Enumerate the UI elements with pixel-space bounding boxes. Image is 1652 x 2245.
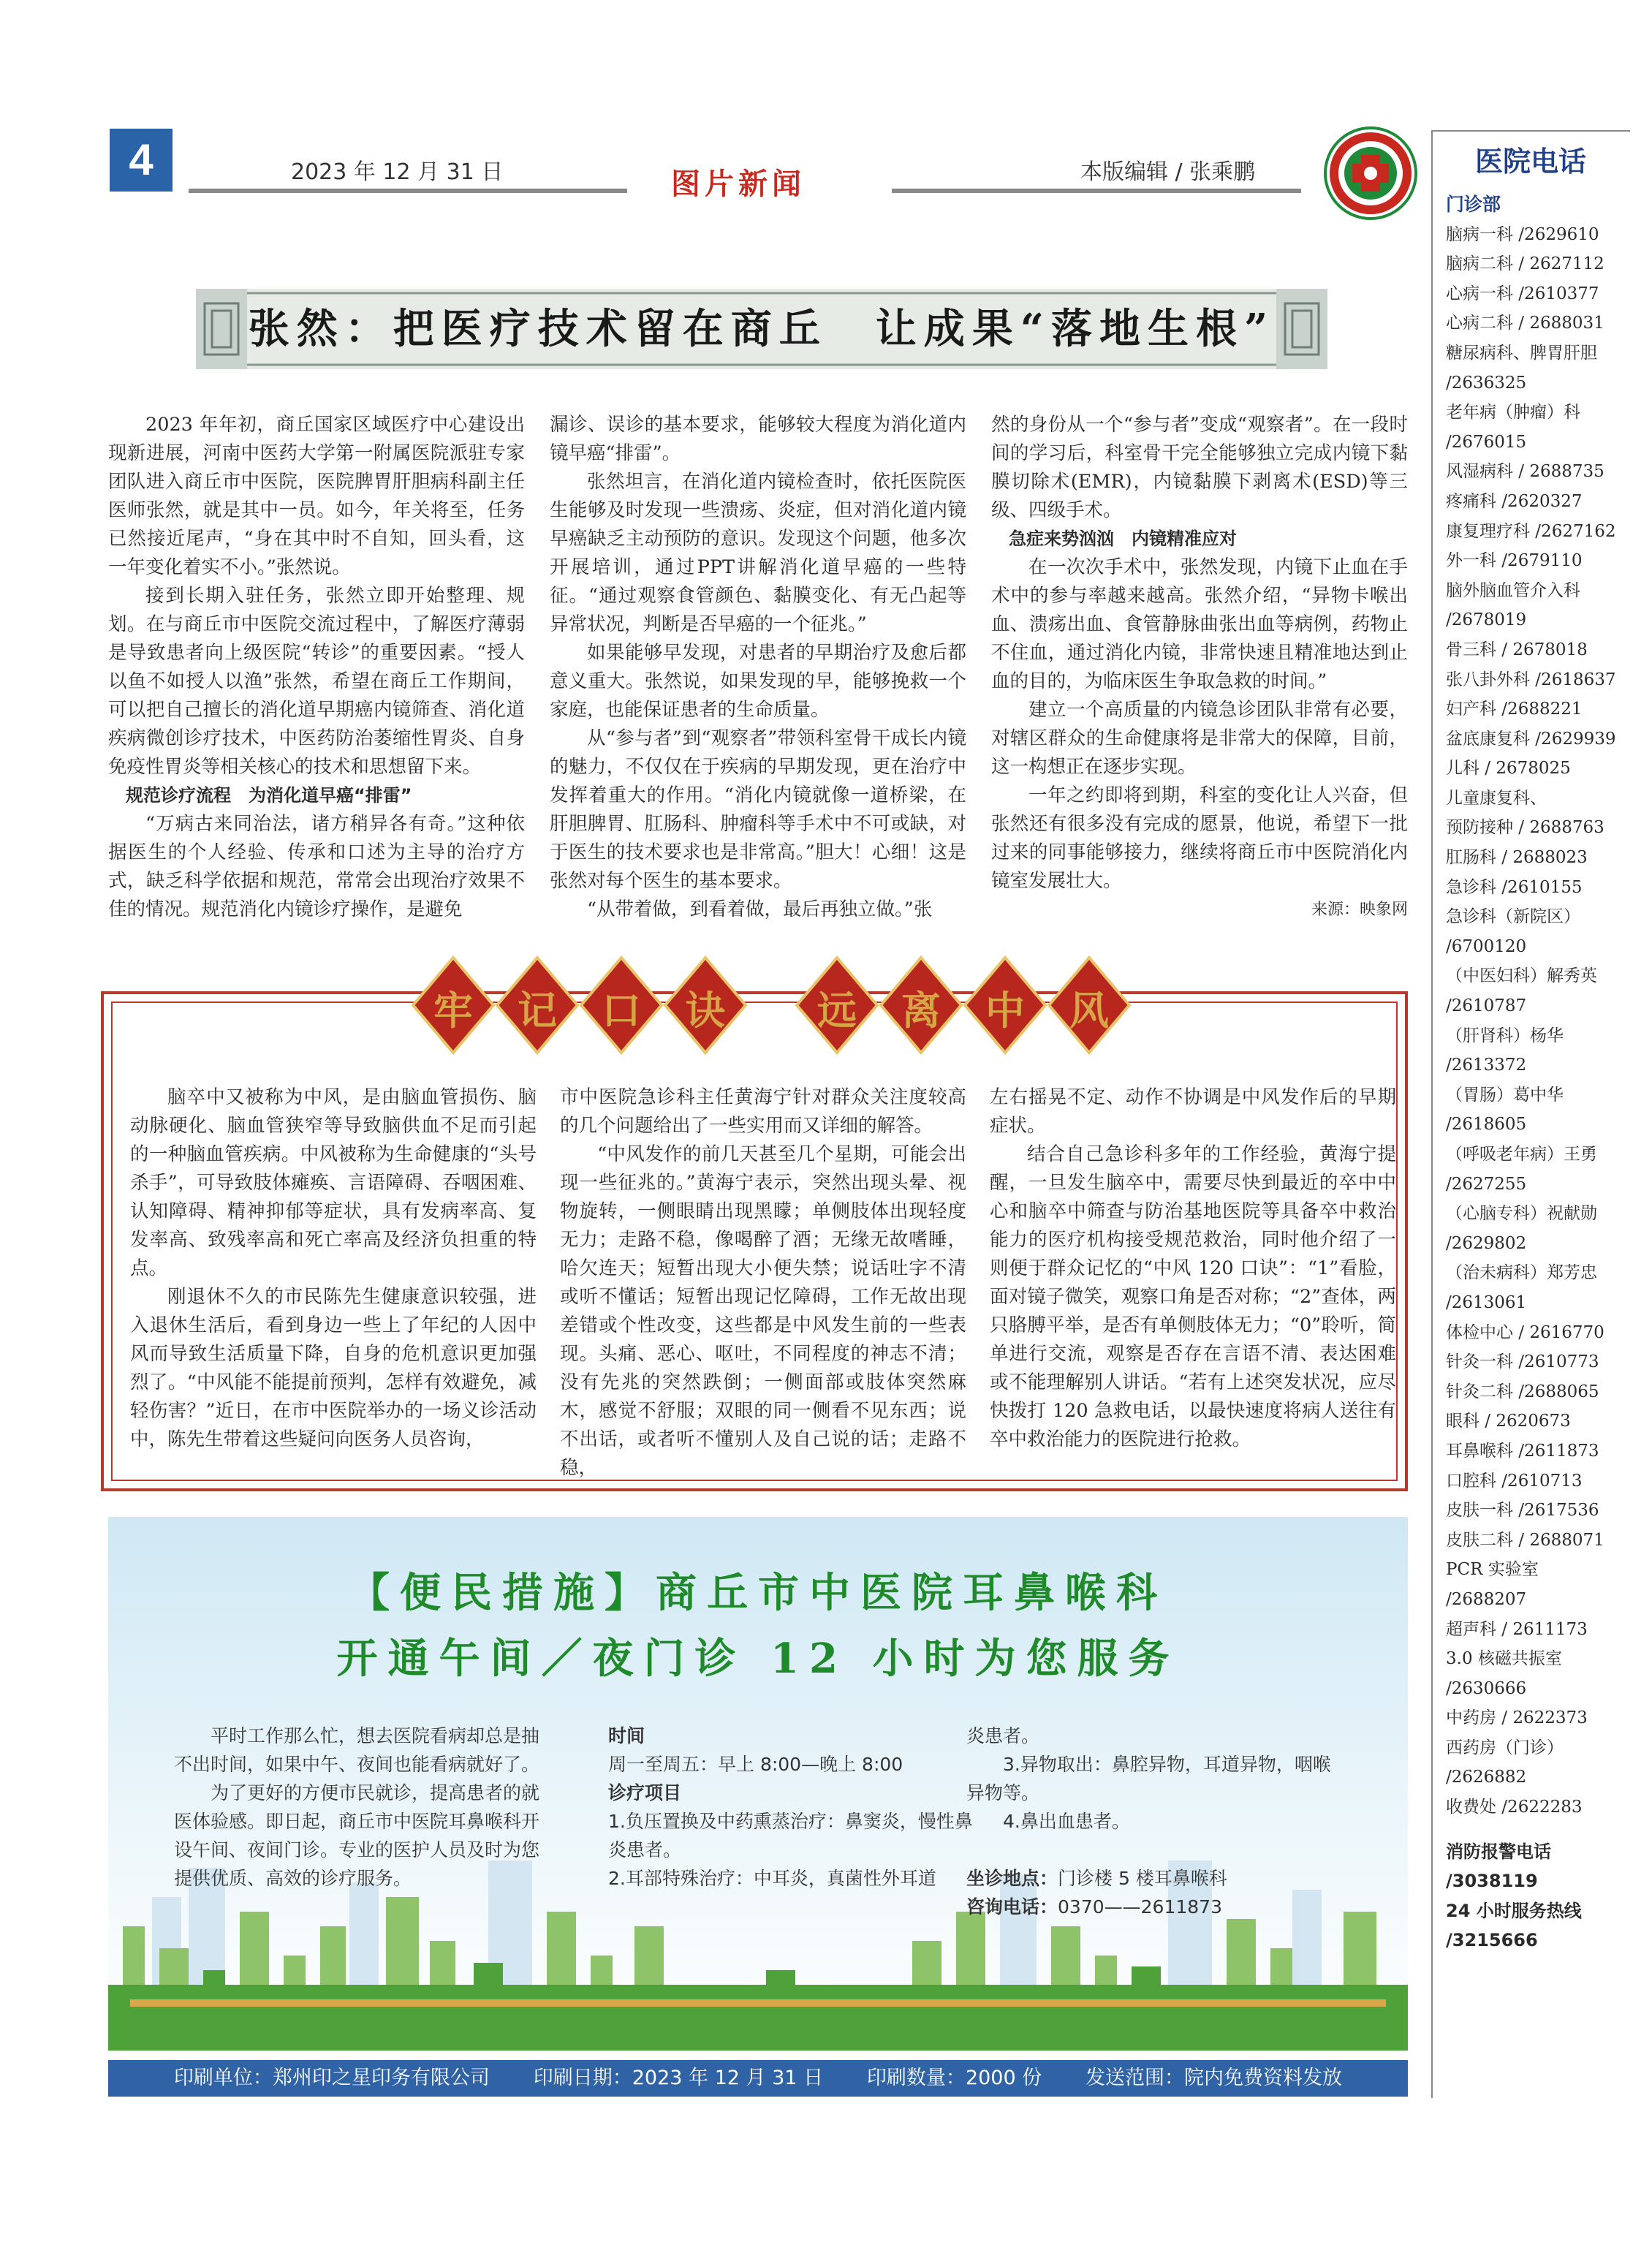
print-quantity: 印刷数量：2000 份 xyxy=(866,2067,1042,2089)
section-title: 图片新闻 xyxy=(671,167,806,201)
banner-headline-1: 【便民措施】商丘市中医院耳鼻喉科 xyxy=(349,1569,1167,1617)
article-title: 张然：把医疗技术留在商丘 让成果“落地生根” xyxy=(248,305,1276,353)
phone-entry: 西药房（门诊） xyxy=(1446,1738,1564,1757)
title-char: 记 xyxy=(518,987,557,1034)
article1-column-2 xyxy=(550,411,966,924)
paragraph: 如果能够早发现，对患者的早期治疗及愈后都意义重大。张然说，如果发现的早，能够挽救一个家庭，也能保证患者的生命质量。 xyxy=(550,642,966,721)
article2-column-2 xyxy=(560,1083,966,1483)
subheading: 规范诊疗流程 为消化道早癌“排雷” xyxy=(126,785,412,806)
page-editor: 本版编辑 / 张乘鹏 xyxy=(1080,159,1256,185)
subheading: 急症来势汹汹 内镜精准应对 xyxy=(1009,529,1237,549)
phone-entry: 妇产科 /2688221 xyxy=(1446,700,1583,719)
phone-entry: 外一科 /2679110 xyxy=(1446,551,1583,571)
phone-entry: 预防接种 / 2688763 xyxy=(1446,818,1604,838)
title-char: 离 xyxy=(901,987,941,1034)
hotline-number: /3215666 xyxy=(1446,1930,1538,1951)
paragraph: 脑卒中又被称为中风，是由脑血管损伤、脑动脉硬化、脑血管狭窄等导致脑供血不足而引起的一种脑血管疾病。中风被称为生命健康的“头号杀手”，可导致肢体瘫痪、言语障碍、吞咽困难、认知障碍、精神抑郁等症状，具有发病率高、复发率高、致残率高和死亡率高及经济负担重的特点。 xyxy=(130,1086,537,1279)
time-label: 时间 xyxy=(608,1725,645,1746)
outpatient-heading: 门诊部 xyxy=(1446,194,1501,215)
page-number: 4 xyxy=(110,129,173,192)
paragraph: “中风发作的前几天甚至几个星期，可能会出现一些征兆的。”黄海宁表示，突然出现头晕、视物旋转，一侧眼睛出现黑矇；单侧肢体出现轻度无力；走路不稳，像喝醉了酒；无缘无故嗜睡，哈欠连天；短暂出现大小便失禁；说话吐字不清或听不懂话；短暂出现记忆障碍，工作无故出现差错或个性改变，这些都是中风发生前的一些表现。头痛、恶心、呕吐，不同程度的神志不清；没有先兆的突然跌倒；一侧面部或肢体突然麻木，感觉不舒服；双眼的同一侧看不见东西；说不出话，或者听不懂别人及自己说的话；走路不稳， xyxy=(560,1143,966,1479)
phone-entry: （治未病科）郑芳忠 xyxy=(1446,1263,1597,1283)
phone-entry: /2610787 xyxy=(1446,996,1527,1016)
paragraph: “从带着做，到看着做，最后再独立做。”张 xyxy=(587,898,933,920)
paragraph: 张然坦言，在消化道内镜检查时，依托医院医生能够及时发现一些溃疡、炎症，但对消化道内镜早癌缺乏主动预防的意识。发现这个问题，他多次开展培训，通过PPT讲解消化道早癌的一些特征。“通过观察食管颜色、黏膜变化、有无凸起等异常状况，判断是否早癌的一个征兆。” xyxy=(550,471,966,635)
phone-entry: 超声科 / 2611173 xyxy=(1446,1619,1588,1639)
paragraph: 建立一个高质量的内镜急诊团队非常有必要，对辖区群众的生命健康将是非常大的保障，目前，这一构想正在逐步实现。 xyxy=(991,699,1408,778)
banner-headline-2: 开通午间／夜门诊 12 小时为您服务 xyxy=(336,1635,1180,1683)
paragraph: “万病古来同治法，诸方稍异各有奇。”这种依据医生的个人经验、传承和口述为主导的治疗方式，缺乏科学依据和规范，常常会出现治疗效果不佳的情况。规范消化内镜诊疗操作，是避免 xyxy=(108,813,525,920)
paragraph: 在一次次手术中，张然发现，内镜下止血在手术中的参与率越来越高。张然介绍，“异物卡喉出血、溃疡出血、食管静脉曲张出血等病例，药物止不住血，通过消化内镜，非常快速且精准地达到止血的目的，为临床医生争取急救的时间。” xyxy=(991,556,1408,692)
phone-entry: 心病一科 /2610377 xyxy=(1446,284,1599,303)
time-value: 周一至周五：早上 8:00—晚上 8:00 xyxy=(608,1754,903,1775)
treatment-item: 1.负压置换及中药熏蒸治疗：鼻窦炎，慢性鼻炎患者。 xyxy=(608,1811,973,1860)
treatment-item: 炎患者。 xyxy=(966,1725,1040,1746)
paragraph: 2023 年年初，商丘国家区域医疗中心建设出现新进展，河南中医药大学第一附属医院派驻专家团队进入商丘市中医院，医院脾胃肝胆病科副主任医师张然，就是其中一员。如今，年关将至，任务已然接近尾声，“身在其中时不自知，回头看，这一年变化着实不小。”张然说。 xyxy=(108,414,525,578)
title-char: 牢 xyxy=(433,987,473,1034)
phone-entry: 急诊科 /2610155 xyxy=(1446,877,1583,897)
treatment-item: 2.耳部特殊治疗：中耳炎，真菌性外耳道 xyxy=(608,1868,936,1889)
phone-entry: 耳鼻喉科 /2611873 xyxy=(1446,1441,1599,1461)
phone-entry: 儿科 / 2678025 xyxy=(1446,759,1571,779)
print-footer xyxy=(108,2060,1408,2097)
items-label: 诊疗项目 xyxy=(608,1782,682,1803)
treatment-item: 4.鼻出血患者。 xyxy=(1003,1811,1130,1832)
paragraph: 接到长期入驻任务，张然立即开始整理、规划。在与商丘市中医院交流过程中，了解医疗薄弱是导致患者向上级医院“转诊”的重要因素。“授人以鱼不如授人以渔”张然，希望在商丘工作期间，可以把自己擅长的消化道早期癌内镜筛查、消化道疾病微创诊疗技术，中医药防治萎缩性胃炎、自身免疫性胃炎等相关核心的技术和思想留下来。 xyxy=(108,585,525,778)
article1-column-1 xyxy=(108,411,525,924)
phone-entry: /2676015 xyxy=(1446,432,1527,452)
phone-entry: 老年病（肿瘤）科 xyxy=(1446,403,1580,423)
title-char: 风 xyxy=(1069,987,1109,1034)
phone-entry: 皮肤一科 /2617536 xyxy=(1446,1501,1599,1521)
phone-entry: （心脑专科）祝献勋 xyxy=(1446,1204,1597,1224)
paragraph: 从“参与者”到“观察者”带领科室骨干成长内镜的魅力，不仅仅在于疾病的早期发现，更在治疗中发挥着重大的作用。“消化内镜就像一道桥梁，在肝胆脾胃、肛肠科、肿瘤科等手术中不可或缺，对于医生的技术要求也是非常高。”胆大！心细！这是张然对每个医生的基本要求。 xyxy=(550,727,966,892)
phone-entry: 康复理疗科 /2627162 xyxy=(1446,521,1616,541)
phone-entry: 急诊科（新院区） xyxy=(1446,907,1580,927)
fire-number: /3038119 xyxy=(1446,1871,1538,1892)
phone-entry: /2626882 xyxy=(1446,1768,1527,1787)
banner-column-1 xyxy=(174,1722,554,1893)
phone-entry: 骨三科 / 2678018 xyxy=(1446,640,1588,659)
phone-entry: /2636325 xyxy=(1446,373,1527,393)
phone-entry: 体检中心 / 2616770 xyxy=(1446,1322,1604,1342)
distribution: 发送范围：院内免费资料发放 xyxy=(1085,2067,1343,2089)
title-char: 远 xyxy=(817,987,857,1034)
phone-entry: 肛肠科 / 2688023 xyxy=(1446,848,1588,868)
phone-entry: /2613372 xyxy=(1446,1056,1527,1075)
fire-label: 消防报警电话 xyxy=(1446,1841,1551,1862)
phone-list xyxy=(1446,190,1629,1956)
paragraph: 然的身份从一个“参与者”变成“观察者”。在一段时间的学习后，科室骨干完全能够独立完成内镜下黏膜切除术(EMR)，内镜黏膜下剥离术(ESD)等三级、四级手术。 xyxy=(991,414,1408,521)
title-char: 口 xyxy=(602,987,641,1034)
issue-date: 2023 年 12 月 31 日 xyxy=(291,159,504,185)
phone-entry: /2613061 xyxy=(1446,1292,1527,1312)
phone-entry: 疼痛科 /2620327 xyxy=(1446,491,1583,511)
phone-entry: 风湿病科 / 2688735 xyxy=(1446,462,1604,482)
print-date: 印刷日期：2023 年 12 月 31 日 xyxy=(533,2067,824,2089)
treatment-item: 3.异物取出：鼻腔异物，耳道异物，咽喉异物等。 xyxy=(966,1754,1331,1803)
header-rule-left xyxy=(189,189,627,193)
phone-entry: 针灸二科 /2688065 xyxy=(1446,1382,1599,1401)
paragraph: 刚退休不久的市民陈先生健康意识较强，进入退休生活后，看到身边一些上了年纪的人因中风而导致生活质量下降，自身的危机意识更加强烈了。“中风能不能提前预判，怎样有效避免，减轻伤害？”近日，在市中医院举办的一场义诊活动中，陈先生带着这些疑问向医务人员咨询， xyxy=(130,1286,537,1450)
phone-entry: 盆底康复科 /2629939 xyxy=(1446,729,1616,749)
phone-entry: /6700120 xyxy=(1446,936,1527,956)
paragraph: 为了更好的方便市民就诊，提高患者的就医体验感。即日起，商丘市中医院耳鼻喉科开设午间、夜间门诊。专业的医护人员及时为您提供优质、高效的诊疗服务。 xyxy=(174,1782,540,1889)
phone-entry: 口腔科 /2610713 xyxy=(1446,1471,1583,1491)
phone-entry: 张八卦外科 /2618637 xyxy=(1446,670,1616,689)
phone-value: 0370——2611873 xyxy=(1058,1896,1222,1917)
paragraph: 左右摇晃不定、动作不协调是中风发作后的早期症状。 xyxy=(990,1086,1396,1137)
banner-column-3 xyxy=(966,1722,1332,1921)
phone-entry: /2688207 xyxy=(1446,1589,1527,1609)
article-source: 来源：映象网 xyxy=(1311,901,1408,919)
article1-column-3 xyxy=(991,411,1408,924)
phone-entry: /2629802 xyxy=(1446,1233,1527,1253)
header-rule-right xyxy=(892,189,1301,193)
paragraph: 漏诊、误诊的基本要求，能够较大程度为消化道内镜早癌“排雷”。 xyxy=(550,414,966,464)
paragraph: 市中医院急诊科主任黄海宁针对群众关注度较高的几个问题给出了一些实用而又详细的解答。 xyxy=(560,1086,966,1137)
location-label: 坐诊地点： xyxy=(966,1868,1058,1889)
paragraph: 结合自己急诊科多年的工作经验，黄海宁提醒，一旦发生脑卒中，需要尽快到最近的卒中中心和脑卒中筛查与防治基地医院等具备卒中救治能力的医疗机构接受规范救治，同时他介绍了一则便于群众记忆的“中风 120 口诀”：“1”看脸，面对镜子微笑，观察口角是否对称；“2”查体，两只胳膊平举，是否有单侧肢体无力；“0”聆听，简单进行交流，观察是否存在言语不清、表达困难或不能理解别人讲话。“若有上述突发状况，应尽快拨打 120 急救电话，以最快速度将病人送往有卒中救治能力的医院进行抢救。 xyxy=(990,1143,1396,1450)
phone-entry: （肝肾科）杨华 xyxy=(1446,1026,1564,1045)
paragraph: 一年之约即将到期，科室的变化让人兴奋，但张然还有很多没有完成的愿景，他说，希望下一批过来的同事能够接力，继续将商丘市中医院消化内镜室发展壮大。 xyxy=(991,784,1408,892)
phone-entry: （中医妇科）解秀英 xyxy=(1446,966,1597,986)
phone-entry: （呼吸老年病）王勇 xyxy=(1446,1145,1597,1164)
phone-entry: /2618605 xyxy=(1446,1115,1527,1135)
phone-entry: 脑外脑血管介入科 xyxy=(1446,580,1580,600)
title-char: 中 xyxy=(985,987,1025,1034)
phone-entry: 皮肤二科 / 2688071 xyxy=(1446,1530,1604,1550)
phone-entry: 脑病二科 / 2627112 xyxy=(1446,254,1604,274)
phone-entry: 儿童康复科、 xyxy=(1446,788,1547,808)
paragraph: 平时工作那么忙，想去医院看病却总是抽不出时间，如果中午、夜间也能看病就好了。 xyxy=(174,1725,540,1775)
location-value: 门诊楼 5 楼耳鼻喉科 xyxy=(1058,1868,1227,1889)
hospital-logo xyxy=(1323,126,1418,221)
phone-entry: 心病二科 / 2688031 xyxy=(1446,314,1604,333)
banner-column-2 xyxy=(608,1722,988,1893)
phone-entry: 中药房 / 2622373 xyxy=(1446,1708,1588,1728)
phone-entry: /2630666 xyxy=(1446,1678,1527,1698)
phone-entry: 脑病一科 /2629610 xyxy=(1446,224,1599,244)
hotline-label: 24 小时服务热线 xyxy=(1446,1900,1582,1921)
phone-entry: 针灸一科 /2610773 xyxy=(1446,1352,1599,1372)
phone-entry: 糖尿病科、脾胃肝胆 xyxy=(1446,343,1597,363)
phone-label: 咨询电话： xyxy=(966,1896,1058,1917)
phone-directory-title: 医院电话 xyxy=(1474,145,1586,178)
article2-column-1 xyxy=(130,1083,537,1454)
phone-entry: 眼科 / 2620673 xyxy=(1446,1412,1571,1431)
phone-entry: PCR 实验室 xyxy=(1446,1560,1539,1580)
title-char: 诀 xyxy=(686,987,725,1034)
printer: 印刷单位：郑州印之星印务有限公司 xyxy=(173,2067,490,2089)
phone-entry: （胃肠）葛中华 xyxy=(1446,1085,1564,1105)
article2-column-3 xyxy=(990,1083,1396,1454)
phone-entry: /2627255 xyxy=(1446,1174,1527,1194)
phone-entry: 收费处 /2622283 xyxy=(1446,1798,1583,1817)
phone-entry: 3.0 核磁共振室 xyxy=(1446,1649,1562,1669)
phone-entry: /2678019 xyxy=(1446,610,1527,630)
